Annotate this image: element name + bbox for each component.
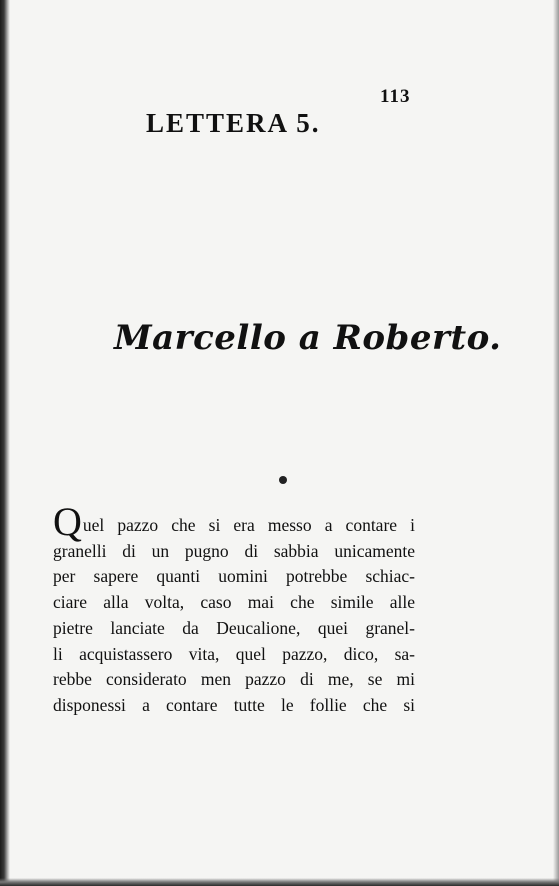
- ornament-dot: [279, 476, 287, 484]
- body-line: [53, 499, 415, 544]
- letter-body: [53, 499, 415, 719]
- scan-edge-right: [553, 0, 559, 886]
- letter-heading: LETTERA 5.: [146, 108, 321, 138]
- drop-cap: Q: [53, 499, 82, 544]
- scan-edge-left: [0, 0, 10, 886]
- body-line: li acquistassero vita, quel pazzo, dico, sa-: [53, 643, 415, 664]
- body-line-text: uel pazzo che si era messo a contare i: [82, 515, 415, 535]
- body-line: granelli di un pugno di sabbia unicamente: [53, 540, 415, 561]
- body-line: disponessi a contare tutte le follie che si: [53, 694, 415, 715]
- body-line: per sapere quanti uomini potrebbe schiac-: [53, 566, 415, 587]
- body-line: ciare alla volta, caso mai che simile alle: [53, 592, 415, 613]
- scan-edge-bottom: [0, 878, 559, 886]
- body-line: rebbe considerato men pazzo di me, se mi: [53, 669, 415, 690]
- body-line: pietre lanciate da Deucalione, quei granel-: [53, 617, 415, 638]
- letter-salutation: Marcello a Roberto.: [114, 318, 502, 358]
- page-number: 113: [380, 86, 411, 107]
